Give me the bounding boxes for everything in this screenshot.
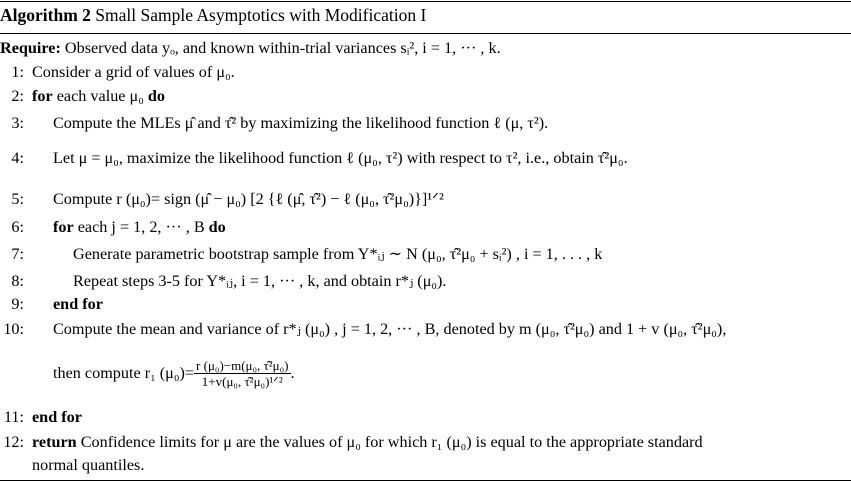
do-keyword: do — [208, 218, 226, 236]
algorithm-title — [0, 5, 426, 26]
return-keyword: return — [32, 433, 77, 451]
require-text: Observed data yₒ, and known within-trial variances sᵢ², i = 1, ··· , k. — [64, 39, 501, 57]
step-number: 9: — [11, 295, 24, 313]
fraction-denominator: 1+v(μ₀, τ̂²μ₀)¹ᐟ² — [201, 373, 283, 389]
step-text: Compute the mean and variance of r*ⱼ (μ₀) , j = 1, 2, ··· , B, denoted by m (μ₀, τ̂²μ₀) and 1 + v (μ₀, τ̂²μ₀), — [53, 320, 727, 338]
step-12-continuation: normal quantiles. — [32, 456, 145, 474]
for-keyword: for — [32, 87, 53, 105]
require-keyword: Require: — [0, 39, 61, 57]
step-number: 8: — [11, 272, 24, 290]
step-number: 6: — [11, 218, 24, 236]
step-number: 10: — [3, 320, 24, 338]
fraction-numerator: r (μ₀)−m(μ₀, τ̂²μ₀) — [196, 357, 289, 373]
step-text: each value μ₀ — [56, 87, 144, 105]
step-number: 2: — [11, 87, 24, 105]
algorithm-caption: Small Sample Asymptotics with Modification I — [95, 5, 427, 25]
step-number: 4: — [11, 149, 24, 167]
step-text: Compute the MLEs μ̂ and τ̂² by maximizing the likelihood function ℓ (μ, τ²). — [53, 114, 549, 132]
bottom-rule — [0, 480, 851, 481]
step-number: 11: — [3, 408, 24, 426]
require-line — [0, 38, 501, 58]
for-keyword: for — [53, 218, 74, 236]
step-text-2: then compute r₁ (μ₀)= — [53, 364, 195, 382]
step-text: Generate parametric bootstrap sample from Y*ᵢⱼ ∼ N (μ₀, τ̂²μ₀ + sᵢ²) , i = 1, . . . , k — [73, 245, 603, 263]
algorithm-label: Algorithm 2 — [0, 5, 91, 25]
step-text: Consider a grid of values of μ₀. — [32, 63, 235, 81]
top-rule — [0, 1, 851, 2]
step-10-continuation: then compute r₁ (μ₀)= $\frac{\text{r (μ₀)−m(μ₀, τ̂²μ₀)}}{\text{1+v(μ₀, τ̂²μ₀)¹ᐟ²}}$ . — [53, 357, 295, 389]
step-number: 5: — [11, 190, 24, 208]
step-number: 1: — [11, 63, 24, 81]
step-text: Repeat steps 3-5 for Y*ᵢⱼ, i = 1, ··· , k, and obtain r*ⱼ (μ₀). — [73, 272, 447, 290]
end-for-keyword: end for — [32, 408, 82, 426]
header-rule — [0, 33, 851, 34]
step-text: Let μ = μ₀, maximize the likelihood function ℓ (μ₀, τ²) with respect to τ², i.e., obtain τ̂²μ₀. — [53, 149, 628, 167]
step-text: Confidence limits for μ are the values of μ₀ for which r₁ (μ₀) is equal to the appropriate standard — [80, 433, 703, 451]
step-number: 12: — [3, 433, 24, 451]
step-text: each j = 1, 2, ··· , B — [77, 218, 205, 236]
do-keyword: do — [147, 87, 165, 105]
normalized-statistic-fraction — [194, 358, 290, 389]
step-text: Compute r (μ₀)= sign (μ̂ − μ₀) [2 {ℓ (μ̂, τ̂²) − ℓ (μ₀, τ̂²μ₀)}]¹ᐟ² — [53, 190, 444, 208]
step-number: 3: — [11, 114, 24, 132]
step-number: 7: — [11, 245, 24, 263]
end-for-keyword: end for — [53, 295, 103, 313]
